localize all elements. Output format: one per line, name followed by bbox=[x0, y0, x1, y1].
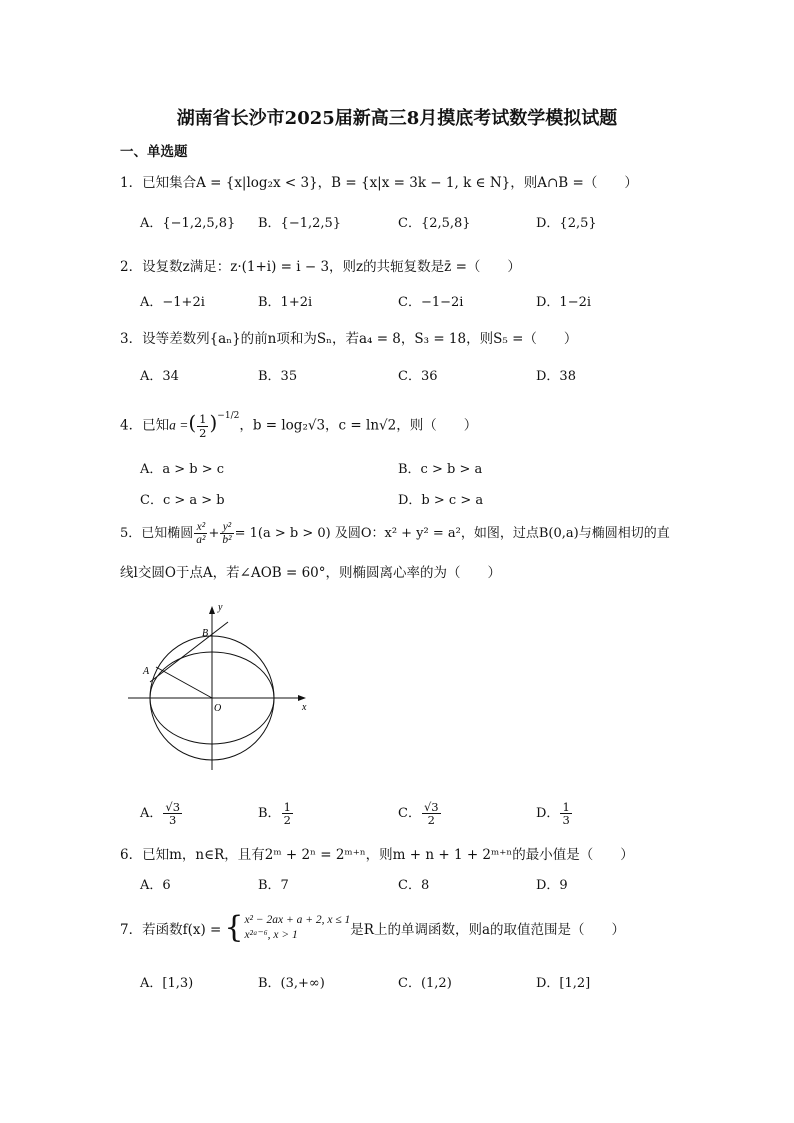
question-5-option-a: A． $\frac{√3}{3}$ bbox=[140, 799, 181, 827]
question-5-fraction-x: $\frac{\text{x²}}{\text{a²}}$ bbox=[196, 520, 206, 546]
question-5-option-d: D． $\frac{1}{3}$ bbox=[536, 799, 570, 827]
segment-oa bbox=[156, 667, 212, 698]
question-5-fraction-y: $\frac{\text{y²}}{\text{b²}}$ bbox=[222, 520, 232, 546]
question-3-option-c: C．36 bbox=[398, 369, 438, 384]
question-7-cases bbox=[244, 913, 350, 943]
x-axis-arrow-icon bbox=[298, 695, 306, 701]
origin-label: O bbox=[214, 703, 222, 714]
question-4-option-c: C．c > a > b bbox=[140, 493, 225, 508]
question-3-stem: 3．设等差数列{aₙ}的前n项和为Sₙ，若a₄ = 8，S₃ = 18，则S₅ =（ ） bbox=[120, 331, 578, 347]
question-6-stem: 6．已知m，n∈R，且有2ᵐ + 2ⁿ = 2ᵐ⁺ⁿ，则m + n + 1 + 2ᵐ⁺ⁿ的最小值是（ ） bbox=[120, 847, 634, 863]
question-1-option-a: A．{−1,2,5,8} bbox=[140, 216, 236, 231]
x-axis-label: x bbox=[302, 702, 307, 713]
question-4-option-d: D．b > c > a bbox=[398, 493, 484, 508]
question-7-option-d: D．[1,2] bbox=[536, 976, 591, 991]
question-5-rest: = 1(a > b > 0) 及圆O：x² + y² = a²，如图，过点B(0,a)与椭圆相切的直 bbox=[234, 526, 670, 541]
question-7-stem bbox=[120, 909, 625, 947]
question-5-option-b: B． $\frac{1}{2}$ bbox=[258, 799, 291, 827]
question-3-option-a: A．34 bbox=[140, 369, 179, 384]
question-1-stem: 1．已知集合A = {x|log₂x < 3}，B = {x|x = 3k − 1, k ∈ N}，则A∩B =（ ） bbox=[120, 175, 638, 191]
question-4-option-a: A．a > b > c bbox=[140, 462, 225, 477]
question-7-option-c: C．(1,2) bbox=[398, 976, 452, 991]
question-5-line-1: 5．已知椭圆 $\frac{\text{x²}}{\text{a²}}$ + $\frac{\text{y²}}{\text{b²}}$ = 1(a > b > 0) 及圆O：x² + y² = a²，如图，过点B(0,a)与椭圆相切的直 bbox=[120, 520, 670, 546]
question-4-exponent: −1/2 bbox=[217, 411, 240, 421]
question-7-option-a: A．[1,3) bbox=[140, 976, 194, 991]
question-4-a-equals: a = bbox=[169, 417, 189, 433]
question-6-option-a: A．6 bbox=[140, 878, 171, 893]
point-b-label: B bbox=[202, 628, 209, 639]
question-6-option-d: D．9 bbox=[536, 878, 568, 893]
question-4-option-b: B．c > b > a bbox=[398, 462, 483, 477]
question-1-option-b: B．{−1,2,5} bbox=[258, 216, 342, 231]
point-a-label: A bbox=[143, 666, 150, 677]
question-3-option-b: B．35 bbox=[258, 369, 298, 384]
page-title: 湖南省长沙市2025届新高三8月摸底考试数学模拟试题 bbox=[176, 108, 618, 129]
question-6-option-c: C．8 bbox=[398, 878, 430, 893]
question-5-option-c: C． $\frac{√3}{2}$ bbox=[398, 799, 439, 827]
question-7-option-b: B．(3,+∞) bbox=[258, 976, 325, 991]
question-2-option-c: C．−1−2i bbox=[398, 295, 464, 310]
y-axis-arrow-icon bbox=[209, 606, 215, 614]
question-5-prefix: 5．已知椭圆 bbox=[120, 526, 194, 541]
question-1-option-c: C．{2,5,8} bbox=[398, 216, 471, 231]
question-5-figure bbox=[120, 598, 320, 778]
question-2-option-b: B．1+2i bbox=[258, 295, 313, 310]
question-2-stem: 2．设复数z满足：z·(1+i) = i − 3，则z的共轭复数是z̄ =（ ） bbox=[120, 259, 521, 275]
question-6-option-b: B．7 bbox=[258, 878, 289, 893]
question-4-rest: ，b = log₂√3，c = ln√2，则（ ） bbox=[239, 417, 478, 434]
case-1: x² − 2ax + a + 2, x ≤ 1 bbox=[244, 914, 351, 926]
question-2-option-d: D．1−2i bbox=[536, 295, 592, 310]
section-heading: 一、单选题 bbox=[120, 144, 188, 160]
question-4-prefix: 4．已知 bbox=[120, 417, 170, 434]
question-5-line-2: 线l交圆O于点A，若∠AOB = 60°，则椭圆离心率的为（ ） bbox=[120, 565, 502, 581]
question-2-option-a: A．−1+2i bbox=[140, 295, 205, 310]
piecewise-brace-icon: { bbox=[224, 910, 244, 945]
question-1-option-d: D．{2,5} bbox=[536, 216, 597, 231]
question-3-option-d: D．38 bbox=[536, 369, 576, 384]
question-7-rest: 是R上的单调函数，则a的取值范围是（ ） bbox=[350, 922, 626, 938]
y-axis-label: y bbox=[218, 602, 223, 613]
question-4-stem: 4．已知a =( $\frac{1}{2}$ )$^{-1/2}$，b = log₂√3，c = ln√2，则（ ） bbox=[120, 410, 478, 440]
case-2: x²ᵃ⁻⁶, x > 1 bbox=[244, 929, 298, 941]
question-4-base-fraction: $\frac{1}{2}$ bbox=[199, 412, 207, 440]
question-7-prefix: 7．若函数f(x) = bbox=[120, 922, 222, 938]
